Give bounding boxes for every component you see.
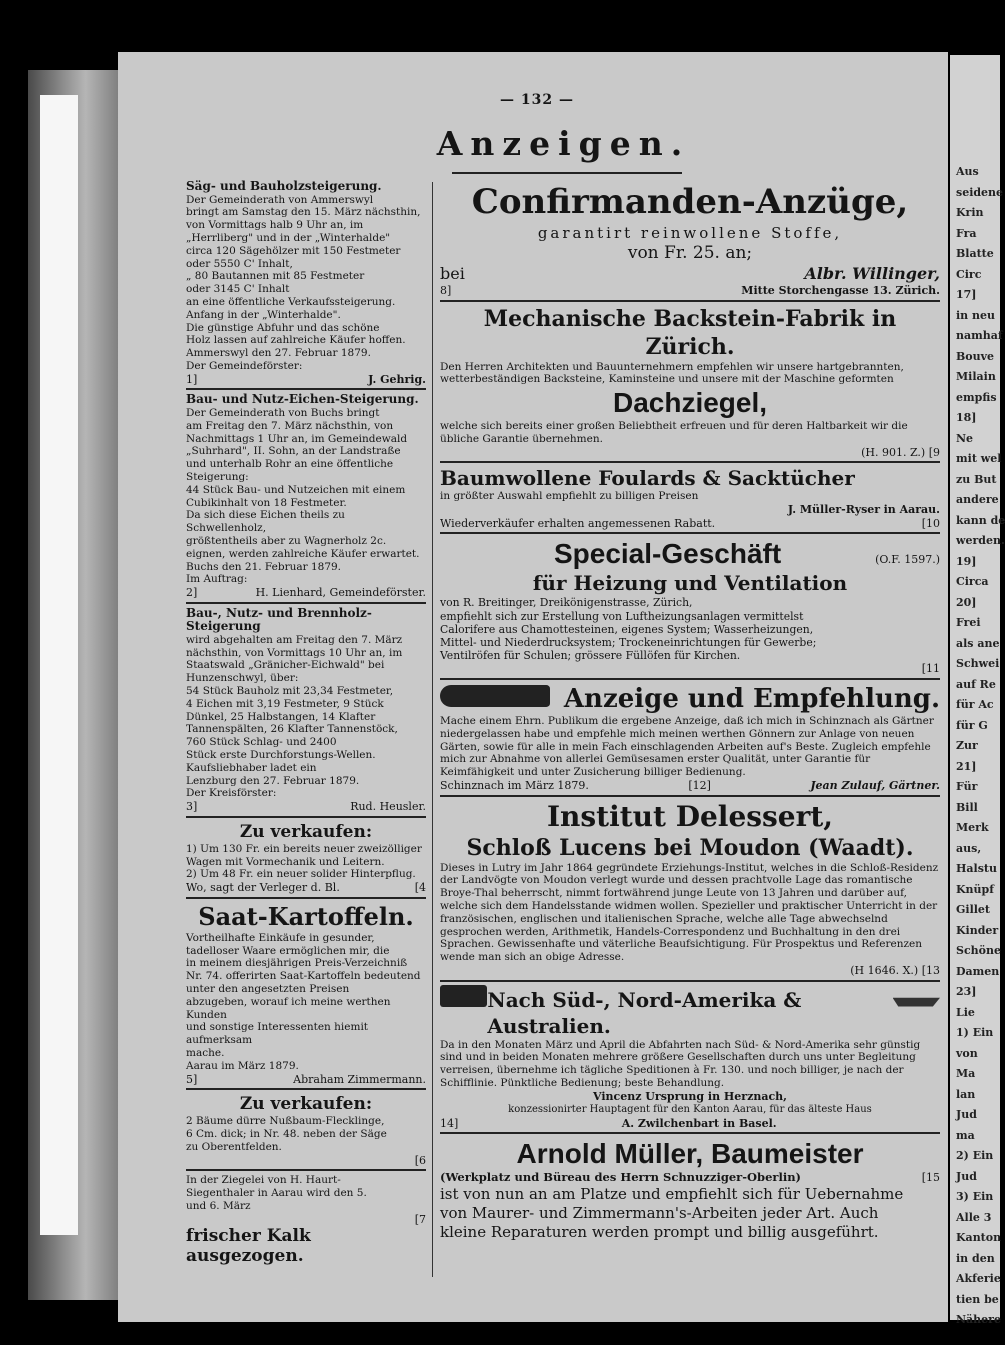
ad-subheading: garantirt reinwollene Stoffe, bbox=[537, 224, 843, 242]
neighbor-fragment: Lie bbox=[956, 1005, 975, 1019]
neighbor-fragment: 19] bbox=[956, 554, 977, 568]
text-line: Da sich diese Eichen theils zu Schwellenholz, bbox=[186, 509, 345, 535]
text-line: oder 5550 C' Inhalt, bbox=[186, 257, 293, 270]
text-line: zu Oberentfelden. bbox=[186, 1140, 282, 1153]
text-line: Aarau im März 1879. bbox=[186, 1059, 299, 1072]
text-line: Cubikinhalt von 18 Festmeter. bbox=[186, 496, 347, 509]
neighbor-fragment: 17] bbox=[956, 288, 977, 301]
text-line: Der Gemeinderath von Ammerswyl bbox=[186, 193, 374, 206]
left-column bbox=[186, 180, 426, 1280]
ad-divider bbox=[186, 816, 426, 818]
text-line: 54 Stück Bauholz mit 23,34 Festmeter, bbox=[186, 685, 394, 698]
neighbor-fragment: Nähere bbox=[956, 1313, 1001, 1326]
ad-subheading: (Werkplatz und Büreau des Herrn Schnuzziger-Oberlin) bbox=[440, 1170, 801, 1185]
neighbor-fragment: als ane bbox=[956, 636, 1000, 650]
ad-heading: Saat-Kartoffeln. bbox=[198, 901, 414, 931]
ad-divider bbox=[186, 1088, 426, 1090]
text-line: Der Kreisförster: bbox=[186, 787, 277, 800]
text-line: Der Gemeindeförster: bbox=[186, 359, 303, 372]
neighbor-fragment: Kinder bbox=[956, 923, 999, 937]
neighbor-fragment: Fra bbox=[956, 226, 977, 240]
neighbor-fragment: Halstu bbox=[956, 862, 997, 875]
neighbor-fragment: zu But bbox=[956, 472, 997, 486]
ad-heading: Institut Delessert, bbox=[546, 799, 834, 833]
ad-signature: Abraham Zimmermann. bbox=[293, 1072, 426, 1086]
ad-number: 2] bbox=[186, 586, 198, 600]
ad-heading: Confirmanden-Anzüge, bbox=[471, 182, 909, 222]
neighbor-fragment: ma bbox=[956, 1128, 975, 1142]
neighbor-fragment: Ma bbox=[956, 1067, 976, 1080]
ad-heading: Nach Süd-, Nord-Amerika & Australien. bbox=[487, 987, 802, 1038]
ad-place: Schinznach im März 1879. bbox=[440, 778, 589, 792]
neighbor-fragment: in den bbox=[956, 1251, 995, 1265]
text-line: empfiehlt sich zur Erstellung von Luftheizungsanlagen vermittelst bbox=[440, 609, 804, 623]
ad-bei: bei bbox=[440, 264, 465, 283]
neighbor-fragment: andere bbox=[956, 493, 999, 506]
ad-subheading: Schloß Lucens bei Moudon (Waadt). bbox=[466, 834, 914, 861]
neighbor-fragment: Schwei bbox=[956, 657, 1000, 670]
neighbor-fragment: namhaf bbox=[956, 329, 1003, 342]
ad-number: [6 bbox=[414, 1153, 426, 1167]
text-line: Calorifere aus Chamottesteinen, eigenes System; Wasserheizungen, bbox=[440, 622, 814, 636]
ad-institut-delessert bbox=[440, 800, 940, 982]
ad-heading: Bau- und Nutz-Eichen-Steigerung. bbox=[186, 392, 419, 407]
ad-number: [9 bbox=[928, 445, 940, 459]
text-line: tadelloser Waare ermöglichen mir, die bbox=[186, 944, 390, 957]
ad-text: welche sich bereits einer großen Beliebtheit erfreuen und für deren Haltbarkeit wir die übliche Garantie übernehmen. bbox=[440, 420, 908, 445]
neighbor-fragment: Jud bbox=[956, 1108, 977, 1121]
neighbor-fragment: seidene bbox=[956, 185, 1004, 199]
ad-amerika bbox=[440, 985, 940, 1135]
text-line: wird abgehalten am Freitag den 7. März bbox=[186, 633, 403, 646]
text-line: Dünkel, 25 Halbstangen, 14 Klafter bbox=[186, 710, 376, 723]
ad-address: Mitte Storchengasse 13. Zürich. bbox=[741, 284, 940, 297]
neighbor-fragment: Kanton bbox=[956, 1231, 1002, 1244]
text-line: und unterhalb Rohr an eine öffentliche bbox=[186, 458, 394, 471]
ad-footer bbox=[186, 586, 426, 600]
text-line: Tannenspälten, 26 Klafter Tannenstöck, bbox=[186, 723, 398, 736]
ad-signature: Rud. Heusler. bbox=[350, 800, 426, 814]
ad-heading: Anzeige und Empfehlung. bbox=[563, 683, 940, 714]
neighbor-fragment: Ne bbox=[956, 431, 974, 445]
locomotive-icon bbox=[440, 985, 487, 1007]
ad-text: Mache einem Ehrn. Publikum die ergebene Anzeige, daß ich mich in Schinznach als Gärtner niedergelassen habe und empfehle mich meinen werthen Gönnern zur Anlage von neuen Gärten, sowie für alle in mein Fach einschlagenden Arbeiten auf's Beste. Zugleich empfehle mich zur Abnahme von allerlei Gemüsesamen erster Qualität, unter Garantie für Keimfähigkeit und unter Zusicherung billiger Bedienung. bbox=[440, 714, 934, 779]
neighbor-fragment: Frei bbox=[956, 616, 981, 629]
page-edge bbox=[40, 95, 78, 1235]
text-line: ist von nun an am Platze und empfiehlt sich für Uebernahme bbox=[440, 1185, 904, 1204]
neighbor-fragment: 23] bbox=[956, 985, 977, 998]
ad-number: [13 bbox=[921, 963, 940, 977]
page-number: — 132 — bbox=[500, 92, 574, 108]
text-line: bringt am Samstag den 15. März nächsthin, bbox=[186, 206, 421, 219]
ad-divider bbox=[440, 1132, 940, 1134]
ad-agent: Vincenz Ursprung in Herznach, bbox=[593, 1089, 787, 1103]
neighbor-fragment: werden. bbox=[956, 534, 1005, 547]
neighbor-fragment: Alle 3 bbox=[956, 1210, 992, 1224]
ad-heading: Special-Geschäft bbox=[553, 538, 782, 570]
neighbor-fragment: 3) Ein bbox=[956, 1190, 994, 1203]
ad-divider bbox=[186, 388, 426, 390]
ad-backstein bbox=[440, 305, 940, 464]
neighbor-fragment: Damen bbox=[956, 964, 1000, 978]
text-line: Buchs den 21. Februar 1879. bbox=[186, 560, 342, 573]
ad-number: 14] bbox=[440, 1116, 459, 1130]
ad-code: (H. 901. Z.) bbox=[861, 445, 926, 459]
ad-body bbox=[186, 407, 426, 586]
text-line: 760 Stück Schlag- und 2400 bbox=[186, 736, 337, 749]
text-line: 2 Bäume dürre Nußbaum-Flecklinge, bbox=[186, 1115, 385, 1128]
text-line: Vortheilhafte Einkäufe in gesunder, bbox=[186, 931, 375, 944]
neighbor-fragment: für Ac bbox=[956, 698, 994, 711]
text-line: Hunzenschwyl, über: bbox=[186, 672, 299, 685]
ad-zu-verkaufen-nussbaum bbox=[186, 1093, 426, 1171]
ad-text: in größter Auswahl empfiehlt zu billigen Preisen bbox=[440, 490, 699, 503]
ad-body bbox=[186, 932, 426, 1073]
ad-divider bbox=[440, 532, 940, 534]
neighbor-fragment: 2) Ein bbox=[956, 1149, 994, 1162]
ad-heading: Zu verkaufen: bbox=[239, 1094, 373, 1115]
ad-body bbox=[440, 1185, 940, 1242]
text-line: und sonstige Interessenten hiemit aufmerksam bbox=[186, 1021, 369, 1047]
text-line: Staatswald „Gränicher-Eichwald" bei bbox=[186, 659, 385, 672]
ad-number: [10 bbox=[921, 516, 940, 530]
ad-confirmanden bbox=[440, 180, 940, 302]
ad-signature: H. Lienhard, Gemeindeförster. bbox=[255, 586, 426, 600]
ad-number: 3] bbox=[186, 800, 198, 814]
text-line: „ 80 Bautannen mit 85 Festmeter bbox=[186, 270, 365, 283]
ad-signature: Jean Zulauf, Gärtner. bbox=[810, 778, 940, 792]
text-line: 4 Eichen mit 3,19 Festmeter, 9 Stück bbox=[186, 697, 384, 710]
ad-saeg-bauholz bbox=[186, 180, 426, 390]
ad-text: Den Herren Architekten und Bauunternehmern empfehlen wir unsere hartgebrannten, wetterbeständigen Backsteine, Kaminsteine und unsere mit der Maschine geformten bbox=[440, 360, 904, 386]
ad-city: in Aarau. bbox=[883, 503, 940, 517]
ad-number: [12] bbox=[688, 778, 711, 792]
text-line: Stück erste Durchforstungs-Wellen. bbox=[186, 749, 376, 762]
neighbor-fragment: 21] bbox=[956, 759, 977, 773]
title-rule bbox=[452, 172, 682, 174]
ad-heading-row bbox=[440, 537, 940, 571]
text-line: In der Ziegelei von H. Haurt- bbox=[186, 1174, 341, 1187]
ad-firm-row bbox=[440, 264, 940, 284]
text-line: nächsthin, von Vormittags 10 Uhr an, im bbox=[186, 646, 403, 659]
text-line: Kaufsliebhaber ladet ein bbox=[186, 761, 317, 774]
ad-firm: A. Zwilchenbart in Basel. bbox=[621, 1116, 777, 1130]
ad-heading: Arnold Müller, Baumeister bbox=[516, 1138, 864, 1170]
ad-heading: Mechanische Backstein-Fabrik in Zürich. bbox=[483, 305, 897, 360]
ad-divider bbox=[440, 980, 940, 982]
ad-footer bbox=[440, 1117, 940, 1131]
ad-heading: Bau-, Nutz- und Brennholz-Steigerung bbox=[186, 605, 372, 634]
ad-body bbox=[186, 1115, 426, 1153]
ad-firm: J. Müller-Ryser bbox=[787, 503, 881, 517]
neighbor-fragment: aus, bbox=[956, 841, 982, 855]
neighbor-fragment: 18] bbox=[956, 411, 977, 424]
neighbor-fragment: Circa bbox=[956, 575, 989, 588]
text-line: mache. bbox=[186, 1046, 225, 1059]
text-line: „Herrliberg" und in der „Winterhalde" bbox=[186, 231, 391, 244]
text-line: am Freitag den 7. März nächsthin, von bbox=[186, 419, 394, 432]
text-line: Anfang in der „Winterhalde". bbox=[186, 308, 341, 321]
ad-number: 8] bbox=[440, 284, 452, 297]
ad-divider bbox=[186, 897, 426, 899]
text-line: Nachmittags 1 Uhr an, im Gemeindewald bbox=[186, 432, 408, 445]
ad-arnold-mueller bbox=[440, 1137, 940, 1242]
right-column bbox=[440, 180, 940, 1285]
text-line: Ventilröfen für Schulen; grössere Füllöfen für Kirchen. bbox=[440, 649, 741, 663]
neighbor-fragment: auf Re bbox=[956, 677, 996, 691]
text-line: oder 3145 C' Inhalt bbox=[186, 283, 290, 296]
ad-gaertner bbox=[440, 683, 940, 797]
ad-footer bbox=[440, 446, 940, 460]
neighbor-fragment: Blatte bbox=[956, 247, 994, 260]
text-line: von Vormittags halb 9 Uhr an, im bbox=[186, 219, 364, 232]
text-line: Der Gemeinderath von Buchs bringt bbox=[186, 406, 380, 419]
neighbor-fragment: 20] bbox=[956, 595, 977, 609]
ad-number: [15 bbox=[921, 1171, 940, 1185]
text-line: Mittel- und Niederdrucksystem; Trockeneinrichtungen für Gewerbe; bbox=[440, 635, 817, 649]
steamship-icon bbox=[893, 985, 940, 1007]
ad-number: [7 bbox=[414, 1212, 426, 1226]
neighbor-fragment: Schöne bbox=[956, 944, 1001, 957]
text-line: circa 120 Sägehölzer mit 150 Festmeter bbox=[186, 244, 401, 257]
text-line: 2) Um 48 Fr. ein neuer solider Hinterpflug. bbox=[186, 868, 416, 881]
neighbor-fragment: Milain bbox=[956, 370, 996, 383]
neighbor-fragment: Aus bbox=[956, 165, 979, 178]
text-line: eignen, werden zahlreiche Käufer erwartet. bbox=[186, 547, 420, 560]
ad-saat-kartoffeln bbox=[186, 902, 426, 1090]
ad-body bbox=[440, 596, 940, 662]
ad-agent-note: konzessionirter Hauptagent für den Kanton Aarau, für das älteste Haus bbox=[508, 1104, 872, 1116]
ad-kalk bbox=[186, 1174, 426, 1266]
text-line: 1) Um 130 Fr. ein bereits neuer zweizölliger Wagen mit Vormechanik und Leitern. bbox=[186, 842, 422, 868]
neighbor-fragment: Gillet bbox=[956, 903, 991, 916]
neighbor-fragment: Knüpf bbox=[956, 882, 994, 896]
text-line: an eine öffentliche Verkaufssteigerung. bbox=[186, 295, 396, 308]
ad-body bbox=[186, 634, 426, 800]
text-line: Ammerswyl den 27. Februar 1879. bbox=[186, 347, 371, 360]
ad-text: Wiederverkäufer erhalten angemessenen Rabatt. bbox=[440, 516, 716, 530]
neighbor-fragment: Bill bbox=[956, 800, 978, 814]
text-line: von R. Breitinger, Dreikönigenstrasse, Zürich, bbox=[440, 596, 693, 610]
text-line: Lenzburg den 27. Februar 1879. bbox=[186, 774, 360, 787]
text-line: größtentheils aber zu Wagnerholz 2c. bbox=[186, 534, 387, 547]
neighbor-fragment: Circ bbox=[956, 267, 982, 281]
ad-heading: Zu verkaufen: bbox=[239, 821, 373, 842]
ad-signature: J. Gehrig. bbox=[368, 372, 426, 386]
ad-number: [4 bbox=[414, 881, 426, 895]
ad-firm-row bbox=[440, 503, 940, 517]
text-line: und 6. März bbox=[186, 1199, 251, 1212]
text-line: „Suhrhard", II. Sohn, an der Landstraße bbox=[186, 445, 401, 458]
neighbor-fragment: empfis bbox=[956, 390, 997, 404]
ad-brennholz-steigerung bbox=[186, 607, 426, 818]
text-line: kleine Reparaturen werden prompt und billig ausgeführt. bbox=[440, 1223, 879, 1242]
text-line: 44 Stück Bau- und Nutzeichen mit einem bbox=[186, 483, 406, 496]
ad-body bbox=[186, 194, 426, 373]
ad-heading: Säg- und Bauholzsteigerung. bbox=[186, 179, 382, 193]
ad-number: [11 bbox=[921, 662, 940, 676]
ad-divider bbox=[440, 678, 940, 680]
neighbor-fragment: Bouve bbox=[956, 349, 995, 363]
ad-text: Da in den Monaten März und April die Abfahrten nach Süd- & Nord-Amerika sehr günstig sind und in beiden Monaten mehrere größere Gesellschaften durch uns unter Begleitung verreisen, übernehme ich tägliche Speditionen à Fr. 130. und noch billiger, je nach der Schifflinie. Pünktliche Bedienung; beste Behandlung. bbox=[440, 1038, 921, 1089]
neighbor-fragment: Merk bbox=[956, 821, 989, 834]
ad-number: 5] bbox=[186, 1072, 198, 1086]
ad-firm: Albr. Willinger, bbox=[804, 264, 940, 283]
neighbor-fragment: tien be bbox=[956, 1292, 999, 1306]
ad-footer bbox=[186, 1073, 426, 1087]
ad-special-geschaeft bbox=[440, 537, 940, 680]
text-line: von Maurer- und Zimmermann's-Arbeiten jeder Art. Auch bbox=[440, 1204, 879, 1223]
ad-footer bbox=[186, 881, 426, 895]
ad-divider bbox=[440, 300, 940, 302]
neighbor-fragment: Jud bbox=[956, 1169, 977, 1183]
ad-divider bbox=[440, 461, 940, 463]
ad-headline: Dachziegel, bbox=[612, 387, 768, 419]
text-line: Siegenthaler in Aarau wird den 5. bbox=[186, 1186, 367, 1199]
neighbor-fragment: Für bbox=[956, 780, 978, 793]
ad-zu-verkaufen-wagen bbox=[186, 821, 426, 899]
neighbor-fragment: lan bbox=[956, 1087, 976, 1101]
ad-footer bbox=[440, 779, 940, 793]
ad-code: (H 1646. X.) bbox=[850, 963, 919, 977]
page-title: Anzeigen. bbox=[436, 124, 691, 163]
column-divider bbox=[432, 182, 433, 1277]
ad-divider bbox=[440, 795, 940, 797]
neighbor-fragment: Akferie bbox=[956, 1272, 1001, 1285]
text-line: Holz lassen auf zahlreiche Käufer hoffen. bbox=[186, 334, 406, 347]
ad-heading: Baumwollene Foulards & Sacktücher bbox=[440, 466, 855, 491]
text-line: unter den angesetzten Preisen bbox=[186, 983, 350, 995]
neighbor-fragment: für G bbox=[956, 718, 988, 732]
neighbor-fragment: kann de bbox=[956, 513, 1005, 527]
ad-number: 1] bbox=[186, 372, 198, 386]
ad-divider bbox=[186, 1169, 426, 1171]
text-line: Die günstige Abfuhr und das schöne bbox=[186, 321, 380, 334]
ad-body bbox=[186, 1174, 426, 1212]
ad-headline: frischer Kalk ausgezogen. bbox=[186, 1226, 311, 1267]
ad-eichen-steigerung bbox=[186, 393, 426, 603]
ad-foulards bbox=[440, 466, 940, 534]
neighbor-fragment: Krin bbox=[956, 206, 984, 219]
text-line: Nr. 74. offerirten Saat-Kartoffeln bedeutend bbox=[186, 970, 421, 983]
text-line: Steigerung: bbox=[186, 470, 249, 483]
ad-text: Dieses in Lutry im Jahr 1864 gegründete Erziehungs-Institut, welches in die Schloß-Residenz der Landvögte von Moudon verlegt wurde und dessen prachtvolle Lage das romantische Broye-Thal beherrscht, nimmt fortwährend junge Leute von 13 Jahren und darüber auf, welche sich dem Handelsstande widmen wollen. Spezieller und praktischer Unterricht in der französischen, englischen und italienischen Sprache, welche alle Tage abwechselnd gesprochen werden, Arithmetik, Handels-Correspondenz und Buchhaltung in den drei Sprachen. Gewissenhafte und väterliche Beaufsichtigung. Für Prospektus und Referenzen wende man sich an obige Adresse. bbox=[440, 861, 939, 964]
neighbor-fragment: mit wel bbox=[956, 452, 1002, 465]
pointing-hand-icon bbox=[440, 685, 550, 707]
ad-price: von Fr. 25. an; bbox=[627, 243, 753, 263]
neighbor-fragment: 1) Ein bbox=[956, 1026, 994, 1039]
text-line: abzugeben, worauf ich meine werthen Kunden bbox=[186, 995, 391, 1021]
neighbor-fragment: Zur bbox=[956, 739, 978, 752]
ad-footer bbox=[186, 373, 426, 387]
text-line: 6 Cm. dick; in Nr. 48. neben der Säge bbox=[186, 1127, 387, 1140]
neighbor-page bbox=[950, 55, 1005, 1326]
ad-footer bbox=[186, 800, 426, 814]
ad-address-row bbox=[440, 284, 940, 298]
ad-divider bbox=[186, 602, 426, 604]
ad-footnote: Wo, sagt der Verleger d. Bl. bbox=[186, 881, 340, 895]
ad-code: (O.F. 1597.) bbox=[875, 553, 940, 567]
ad-heading-row bbox=[440, 683, 940, 715]
ad-subheading: für Heizung und Ventilation bbox=[532, 571, 848, 596]
ad-body bbox=[186, 843, 426, 881]
ad-footer bbox=[440, 517, 940, 531]
ad-heading-row bbox=[440, 985, 940, 1039]
ad-footer bbox=[440, 964, 940, 978]
ad-sub-row bbox=[440, 1171, 940, 1185]
text-line: in meinem diesjährigen Preis-Verzeichniß bbox=[186, 957, 408, 970]
neighbor-fragment: von bbox=[956, 1046, 978, 1060]
text-line: Im Auftrag: bbox=[186, 573, 248, 586]
neighbor-fragment: in neu bbox=[956, 308, 995, 322]
